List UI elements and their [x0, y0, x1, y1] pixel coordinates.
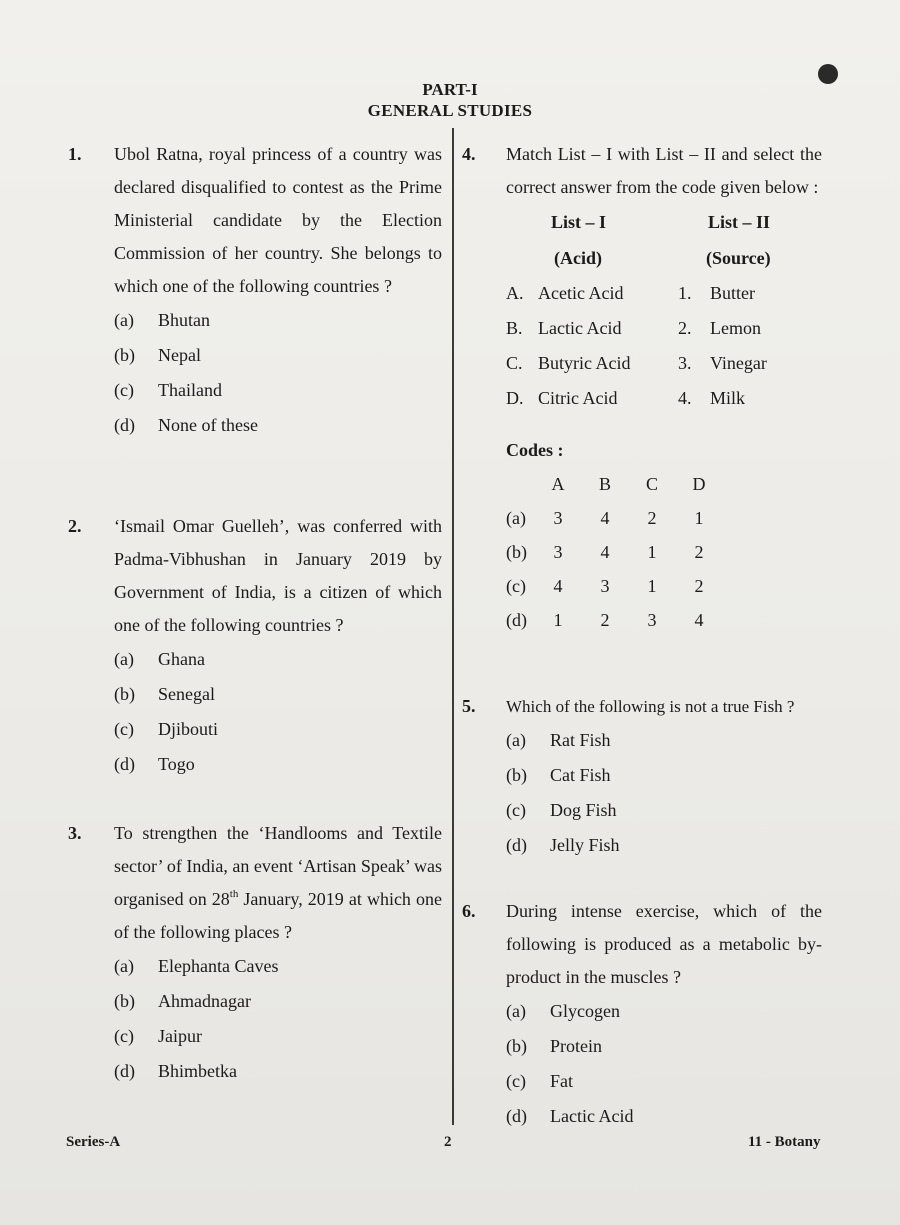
- question-text: Which of the following is not a true Fish ?: [506, 697, 795, 716]
- punch-hole-mark: [818, 64, 838, 84]
- question-text: ‘Ismail Omar Guelleh’, was conferred with Padma-Vibhushan in January 2019 by Government of India, is a citizen of which one of the following countries ?: [114, 516, 442, 635]
- list-1-title: List – I: [551, 212, 607, 232]
- question-1: [68, 138, 442, 443]
- question-text: Ubol Ratna, royal princess of a country was declared disqualified to contest as the Prime Ministerial candidate by the Election Commission of her country. She belongs to which one of the following countries ?: [114, 144, 442, 296]
- match-row: C. Butyric Acid 3. Vinegar: [506, 353, 767, 373]
- question-number: 4.: [462, 144, 476, 164]
- list-2-title: List – II: [708, 212, 771, 232]
- option-b[interactable]: (b) Ahmadnagar: [114, 991, 251, 1011]
- question-text: To strengthen the ‘Handlooms and Textile sector’ of India, an event ‘Artisan Speak’ was organised on 28th January, 2019 at which one of the following places ?: [114, 823, 442, 942]
- option-b[interactable]: (b) Senegal: [114, 684, 215, 704]
- question-5: [462, 690, 822, 863]
- options-list: [506, 994, 822, 1134]
- option-d[interactable]: (d) Jelly Fish: [506, 835, 620, 855]
- option-c[interactable]: (c) Thailand: [114, 380, 222, 400]
- section-title: GENERAL STUDIES: [367, 101, 533, 120]
- option-c[interactable]: (c) Jaipur: [114, 1026, 202, 1046]
- code-option-a[interactable]: (a) 3 4 2 1: [506, 508, 704, 528]
- match-row: D. Citric Acid 4. Milk: [506, 388, 746, 408]
- code-option-d[interactable]: (d) 1 2 3 4: [506, 610, 704, 630]
- match-row: B. Lactic Acid 2. Lemon: [506, 318, 761, 338]
- match-lists: [506, 204, 822, 434]
- question-4: [462, 138, 822, 642]
- question-2: [68, 510, 442, 782]
- code-option-c[interactable]: (c) 4 3 1 2: [506, 576, 704, 596]
- page-header: [0, 80, 900, 122]
- option-a[interactable]: (a) Rat Fish: [506, 730, 611, 750]
- list-2-subtitle: (Source): [706, 248, 771, 268]
- option-a[interactable]: (a) Ghana: [114, 649, 205, 669]
- options-list: [114, 303, 442, 443]
- question-number: 3.: [68, 823, 82, 843]
- option-c[interactable]: (c) Fat: [506, 1071, 574, 1091]
- footer-paper: 11 - Botany: [748, 1134, 821, 1150]
- option-b[interactable]: (b) Protein: [506, 1036, 602, 1056]
- codes-header-row: A B C D: [551, 474, 706, 494]
- option-d[interactable]: (d) Togo: [114, 754, 195, 774]
- part-title: PART-I: [422, 80, 478, 99]
- option-c[interactable]: (c) Djibouti: [114, 719, 219, 739]
- list-1-subtitle: (Acid): [554, 248, 602, 268]
- question-number: 5.: [462, 696, 476, 716]
- option-a[interactable]: (a) Glycogen: [506, 1001, 620, 1021]
- option-b[interactable]: (b) Nepal: [114, 345, 201, 365]
- option-c[interactable]: (c) Dog Fish: [506, 800, 617, 820]
- match-row: A. Acetic Acid 1. Butter: [506, 283, 755, 303]
- question-text: Match List – I with List – II and select the correct answer from the code given below :: [506, 144, 822, 197]
- option-b[interactable]: (b) Cat Fish: [506, 765, 611, 785]
- options-list: [114, 949, 442, 1089]
- question-number: 6.: [462, 901, 476, 921]
- option-a[interactable]: (a) Elephanta Caves: [114, 956, 279, 976]
- column-divider: [452, 128, 454, 1125]
- option-d[interactable]: (d) Bhimbetka: [114, 1061, 237, 1081]
- codes-label: Codes :: [506, 440, 564, 460]
- option-a[interactable]: (a) Bhutan: [114, 310, 210, 330]
- footer-series: Series-A: [66, 1134, 121, 1150]
- question-text: During intense exercise, which of the following is produced as a metabolic by-product in the muscles ?: [506, 901, 822, 987]
- question-3: [68, 817, 442, 1089]
- question-6: [462, 895, 822, 1134]
- question-number: 1.: [68, 144, 82, 164]
- option-d[interactable]: (d) None of these: [114, 415, 258, 435]
- footer-page-number: 2: [444, 1134, 452, 1150]
- codes-table: [506, 467, 746, 642]
- options-list: [506, 723, 822, 863]
- code-option-b[interactable]: (b) 3 4 1 2: [506, 542, 704, 562]
- option-d[interactable]: (d) Lactic Acid: [506, 1106, 634, 1126]
- options-list: [114, 642, 442, 782]
- question-number: 2.: [68, 516, 82, 536]
